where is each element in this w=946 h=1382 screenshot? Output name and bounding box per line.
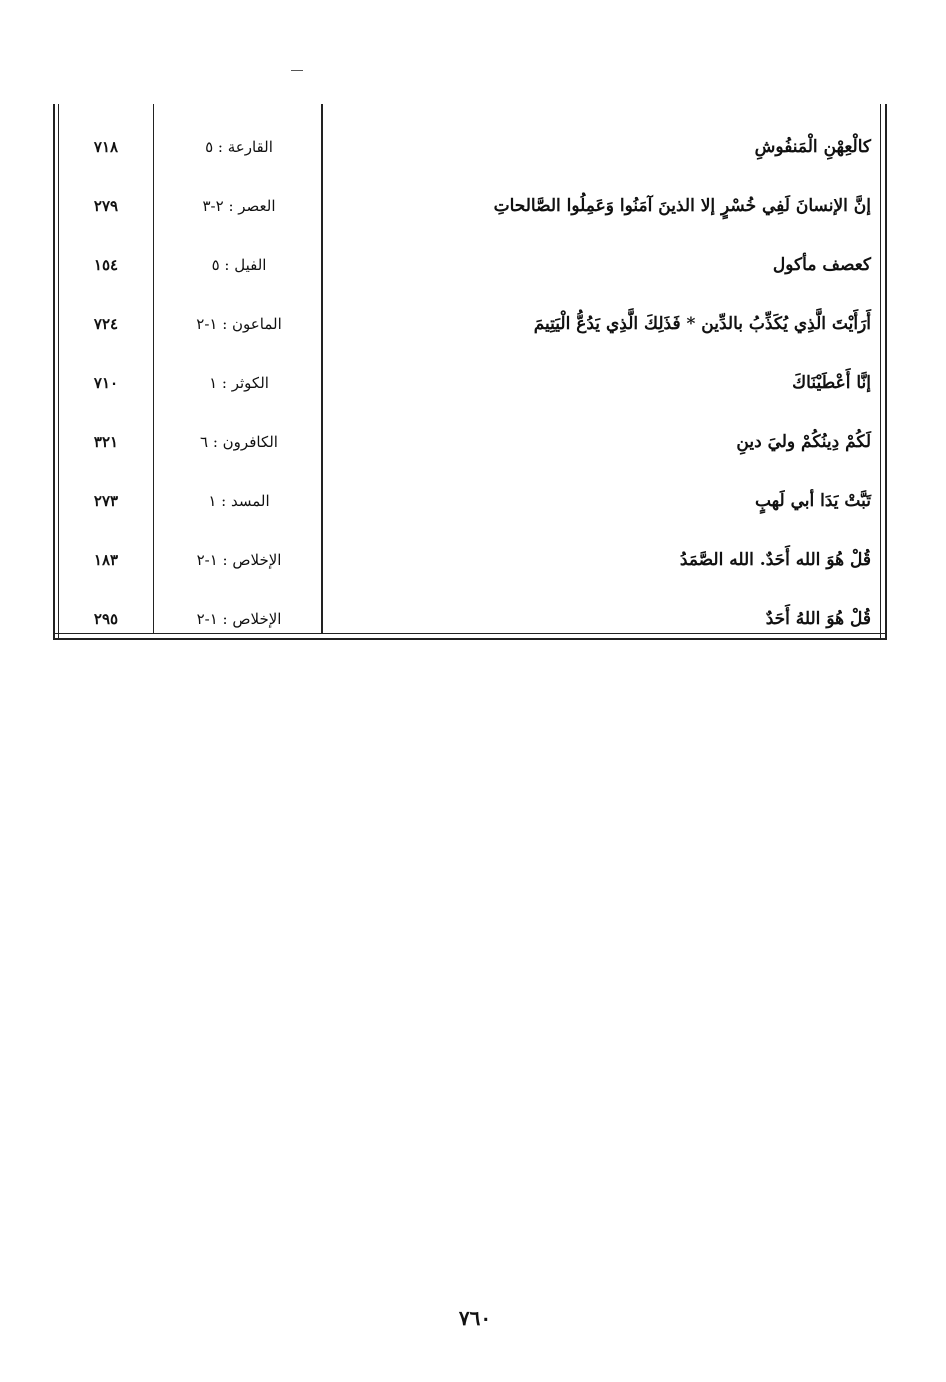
table-row <box>53 545 887 575</box>
page-ref: ٢٧٣ <box>93 492 119 510</box>
surah-reference: الفيل : ٥ <box>211 256 267 274</box>
verse-text: كعصف مأكول <box>772 255 871 275</box>
surah-reference: الكوثر : ١ <box>209 374 269 392</box>
table-row <box>53 309 887 339</box>
table-row <box>53 191 887 221</box>
surah-reference: المسد : ١ <box>208 492 270 510</box>
surah-reference: الكافرون : ٦ <box>200 433 278 451</box>
verse-text: إنَّ الإنسانَ لَفِي خُسْرٍ إلا الذينَ آمَنُوا وَعَمِلُوا الصَّالحاتِ <box>493 196 871 216</box>
table-row <box>53 368 887 398</box>
verse-text: قُلْ هُوَ الله أَحَدٌ. الله الصَّمَدُ <box>679 550 871 570</box>
verse-text: لَكُمْ دِينُكُمْ وليَ دينِ <box>736 432 871 452</box>
surah-reference: القارعة : ٥ <box>205 138 273 156</box>
page-number: ٧٦٠ <box>458 1306 492 1330</box>
verse-index-table <box>53 104 887 640</box>
table-row <box>53 132 887 162</box>
surah-reference: الماعون : ١-٢ <box>196 315 282 333</box>
table-row <box>53 427 887 457</box>
verse-text: إنَّا أَعْطَيْنَاكَ <box>792 373 871 393</box>
surah-reference: الإخلاص : ١-٢ <box>196 610 282 628</box>
page-ref: ٧١٠ <box>93 374 119 392</box>
verse-text: أَرَأَيْتَ الَّذِي يُكَذِّبُ بالدِّين * فَذَلِكَ الَّذِي يَدُعُّ الْيَتِيمَ <box>533 314 871 334</box>
page-ref: ١٨٣ <box>93 551 119 569</box>
page-ref: ١٥٤ <box>93 256 119 274</box>
page-ref: ٢٩٥ <box>93 610 119 628</box>
table-row <box>53 250 887 280</box>
surah-reference: الإخلاص : ١-٢ <box>196 551 282 569</box>
page-ref: ٢٧٩ <box>93 197 119 215</box>
verse-text: قُلْ هُوَ اللهُ أَحَدٌ <box>765 609 871 629</box>
page-ref: ٧١٨ <box>93 138 119 156</box>
header-rule-mark <box>291 70 303 71</box>
page-ref: ٧٢٤ <box>93 315 119 333</box>
table-row <box>53 604 887 634</box>
table-row <box>53 486 887 516</box>
verse-text: تَبَّتْ يَدَا أبي لَهبٍ <box>754 491 871 511</box>
page-ref: ٣٢١ <box>93 433 119 451</box>
surah-reference: العصر : ٢-٣ <box>202 197 276 215</box>
table-border-bottom-outer <box>53 638 887 640</box>
verse-text: كالْعِهْنِ الْمَنفُوشِ <box>754 137 871 157</box>
